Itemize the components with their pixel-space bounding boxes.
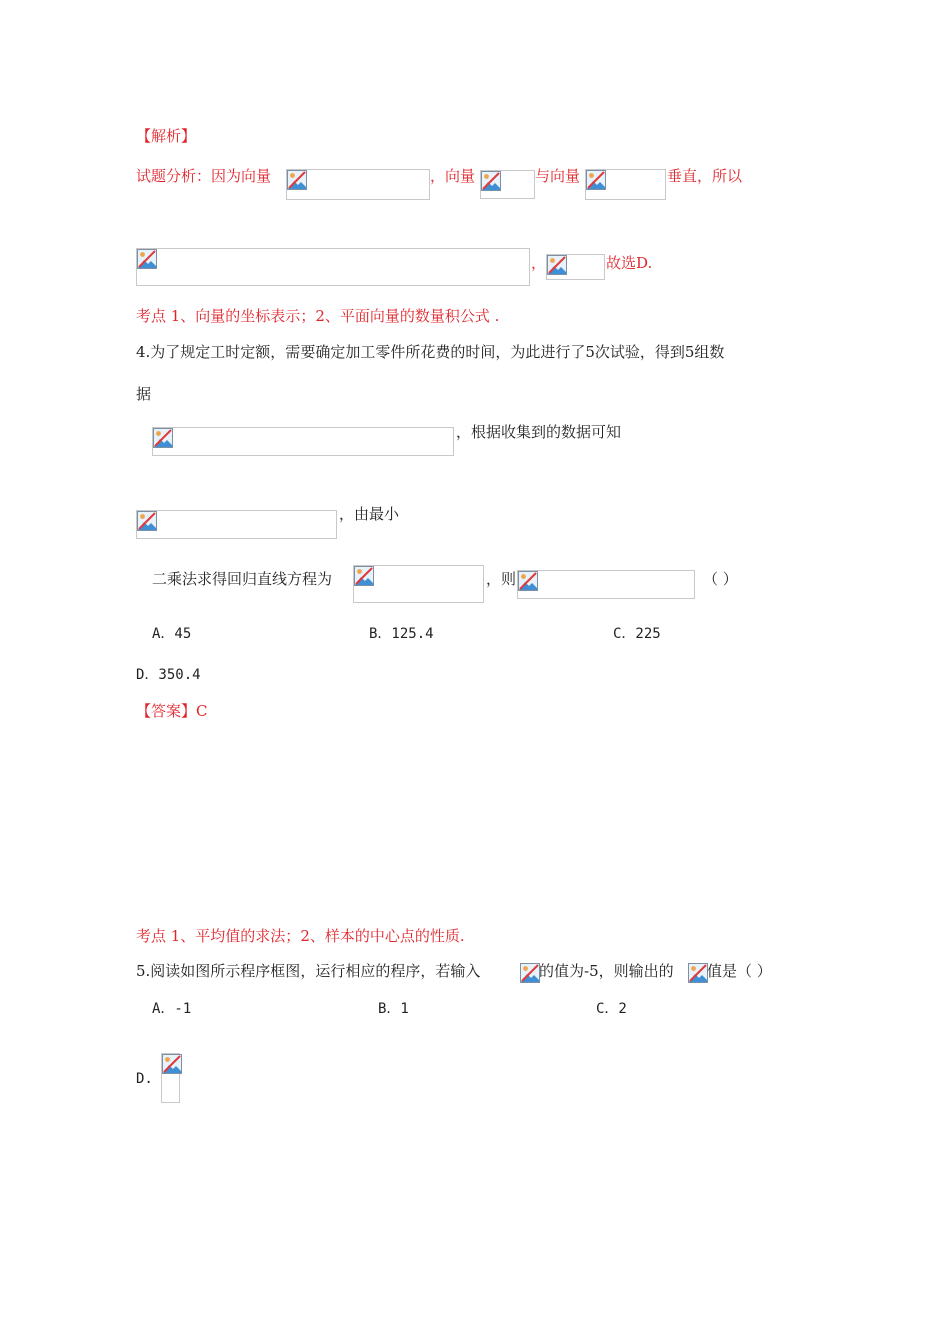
broken-image-icon	[287, 170, 307, 190]
q4-stem: ，则	[486, 570, 517, 588]
broken-image-icon	[354, 566, 374, 586]
broken-image-icon	[518, 571, 538, 591]
analysis-text: 故选D.	[606, 254, 653, 272]
analysis-text: ，	[531, 254, 547, 272]
option-a: A．45	[152, 626, 192, 642]
q4-stem: 4.为了规定工时定额，需要确定加工零件所花费的时间，为此进行了5次试验，得到5组数	[136, 343, 725, 361]
q5-stem: 的值为-5，则输出的	[539, 962, 674, 980]
q4-stem: ，由最小	[339, 505, 400, 523]
data-table-image	[152, 427, 454, 456]
broken-image-icon	[520, 963, 540, 983]
analysis-text: ，向量	[430, 167, 476, 185]
q5-stem: 值是（ ）	[707, 962, 772, 980]
answer-label: 【答案】	[136, 702, 197, 720]
answer-parentheses: （ ）	[703, 570, 738, 588]
q4-kaodian: 考点 1、平均值的求法；2、样本的中心点的性质.	[136, 927, 465, 945]
analysis-heading: 【解析】	[136, 127, 197, 145]
option-c: C．2	[596, 1001, 627, 1017]
formula-image	[480, 170, 535, 199]
q4-stem: 据	[136, 385, 152, 403]
formula-image	[546, 254, 605, 280]
analysis-text: 与向量	[535, 167, 581, 185]
option-d-image	[161, 1053, 180, 1103]
formula-image	[136, 510, 337, 539]
broken-image-icon	[688, 963, 708, 983]
option-c: C．225	[613, 626, 661, 642]
formula-image	[353, 565, 484, 603]
broken-image-icon	[153, 428, 173, 448]
option-d: D.	[136, 1071, 153, 1087]
option-b: B．1	[378, 1001, 409, 1017]
q4-stem: ，根据收集到的数据可知	[456, 423, 622, 441]
broken-image-icon	[137, 249, 157, 269]
q5-stem: 5.阅读如图所示程序框图，运行相应的程序，若输入	[136, 962, 481, 980]
q4-stem: 二乘法求得回归直线方程为	[152, 570, 333, 588]
broken-image-icon	[547, 255, 567, 275]
answer	[136, 701, 208, 721]
broken-image-icon	[481, 171, 501, 191]
formula-image	[286, 169, 430, 200]
formula-image	[517, 570, 695, 599]
broken-image-icon	[162, 1054, 182, 1074]
broken-image-icon	[586, 170, 606, 190]
analysis-text: 垂直，所以	[667, 167, 743, 185]
formula-image	[136, 248, 530, 286]
formula-image	[585, 169, 666, 200]
broken-image-icon	[137, 511, 157, 531]
option-d: D．350.4	[136, 667, 201, 683]
variable-image	[520, 963, 539, 982]
answer-value: C	[196, 702, 208, 720]
variable-image	[688, 963, 707, 982]
analysis-kaodian: 考点 1、向量的坐标表示；2、平面向量的数量积公式 .	[136, 307, 500, 325]
analysis-text: 试题分析：因为向量	[136, 167, 272, 185]
option-b: B．125.4	[369, 626, 434, 642]
option-a: A．-1	[152, 1001, 192, 1017]
